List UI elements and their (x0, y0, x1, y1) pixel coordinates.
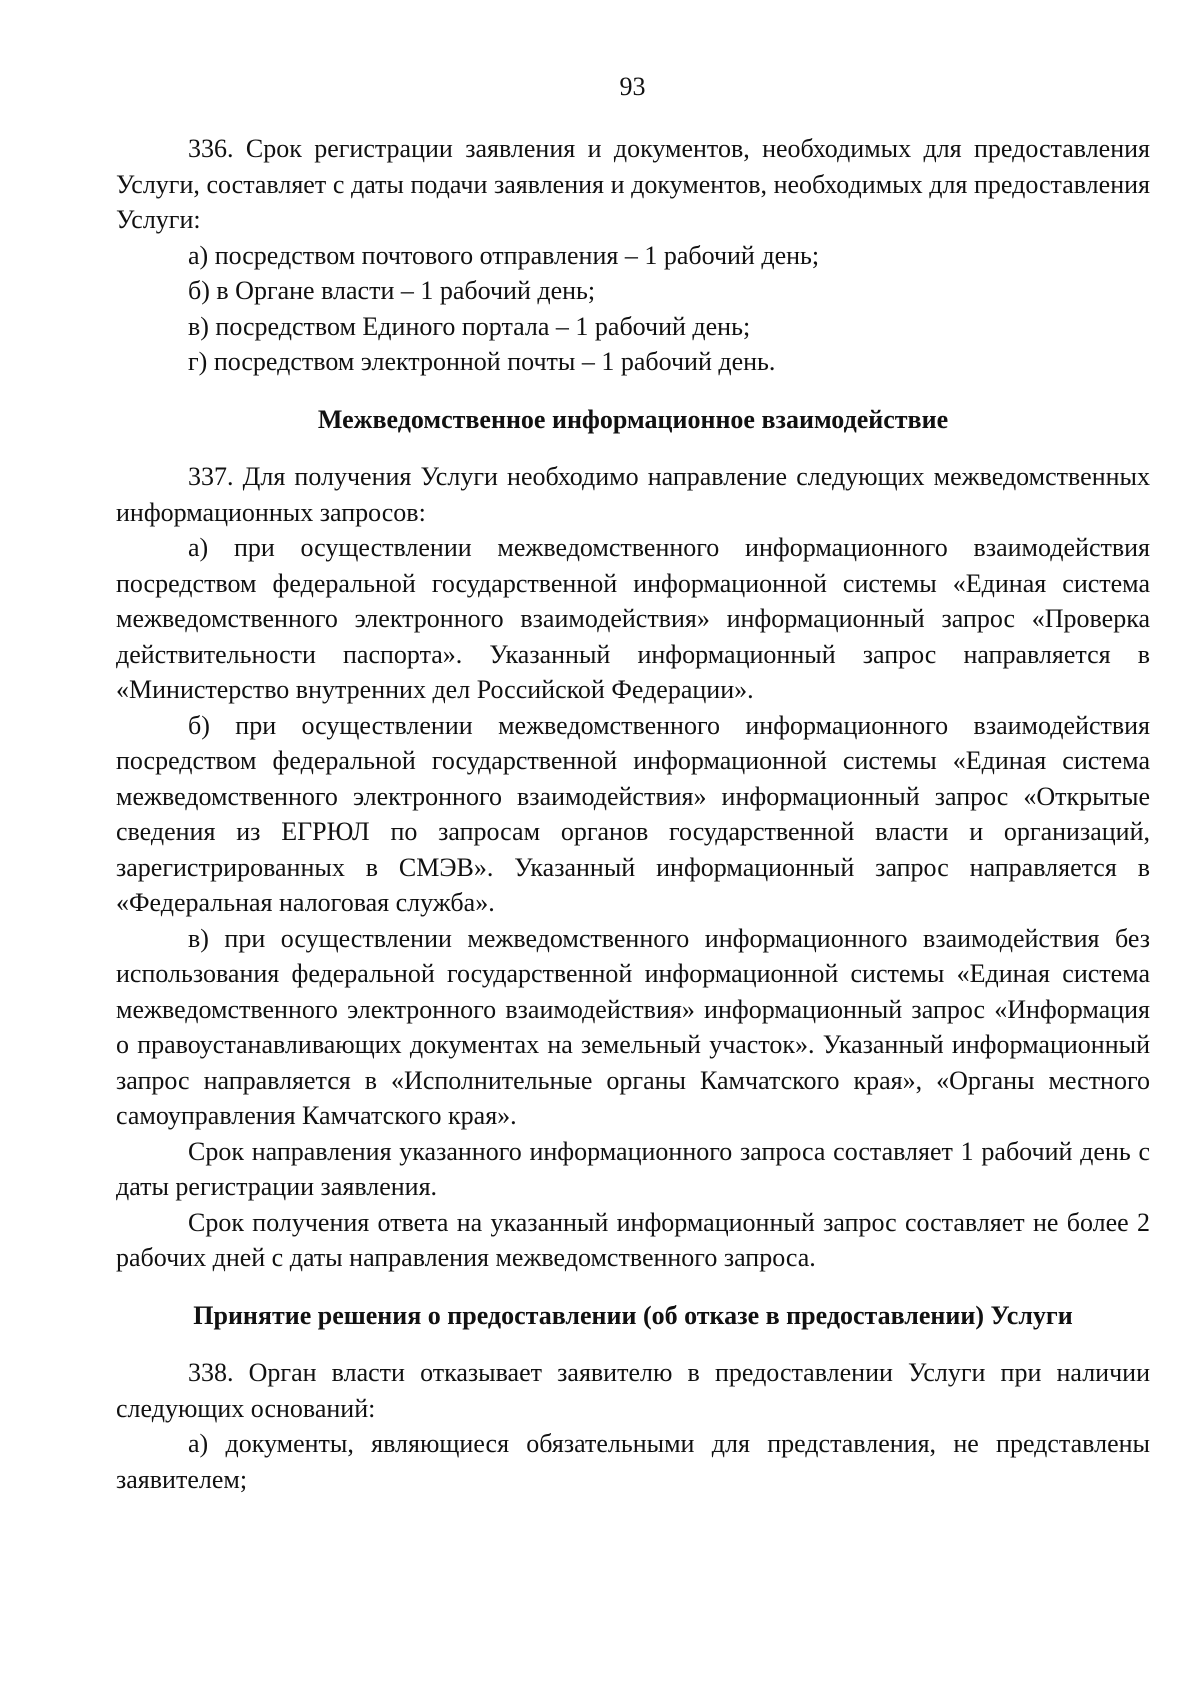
list-item-b: б) при осуществлении межведомственного информационного взаимодействия посредством федеральной государственной информационной системы «Единая система межведомственного электронного взаимодействия» информационный запрос «Открытые сведения из ЕГРЮЛ по запросам органов государственной власти и организаций, зарегистрированных в СМЭВ». Указанный информационный запрос направляется в «Федеральная налоговая служба». (116, 710, 1150, 917)
document-body (116, 131, 1150, 1497)
spacer (116, 380, 1150, 402)
list-item: в) посредством Единого портала – 1 рабочий день; (188, 311, 751, 341)
page-number: 93 (619, 72, 646, 101)
section-heading-decision: Принятие решения о предоставлении (об отказе в предоставлении) Услуги (193, 1300, 1073, 1330)
spacer (116, 437, 1150, 459)
spacer (116, 1333, 1150, 1355)
paragraph-337: 337. Для получения Услуги необходимо направление следующих межведомственных информационных запросов: (116, 462, 1150, 527)
paragraph-338: 338. Орган власти отказывает заявителю в предоставлении Услуги при наличии следующих оснований: (116, 1358, 1150, 1423)
paragraph-term-send: Срок направления указанного информационного запроса составляет 1 рабочий день с даты регистрации заявления. (116, 1136, 1150, 1201)
list-item: г) посредством электронной почты – 1 рабочий день. (188, 347, 776, 376)
paragraph-336: 336. Срок регистрации заявления и документов, необходимых для предоставления Услуги, составляет с даты подачи заявления и документов, необходимых для предоставления Услуги: (116, 134, 1150, 234)
list-item-a: а) документы, являющиеся обязательными для представления, не представлены заявителем; (116, 1429, 1150, 1494)
list-item-a: а) при осуществлении межведомственного информационного взаимодействия посредством федеральной государственной информационной системы «Единая система межведомственного электронного взаимодействия» информационный запрос «Проверка действительности паспорта». Указанный информационный запрос направляется в «Министерство внутренних дел Российской Федерации». (116, 533, 1150, 704)
list-item-c: в) при осуществлении межведомственного информационного взаимодействия без использования федеральной государственной информационной системы «Единая система межведомственного электронного взаимодействия» информационный запрос «Информация о правоустанавливающих документах на земельный участок». Указанный информационный запрос направляется в «Исполнительные органы Камчатского края», «Органы местного самоуправления Камчатского края». (116, 923, 1150, 1130)
section-heading-interagency: Межведомственное информационное взаимодействие (317, 404, 949, 434)
spacer (116, 1276, 1150, 1298)
paragraph-term-receive: Срок получения ответа на указанный информационный запрос составляет не более 2 рабочих дней с даты направления межведомственного запроса. (116, 1207, 1150, 1272)
list-item: б) в Органе власти – 1 рабочий день; (188, 276, 596, 305)
list-item: а) посредством почтового отправления – 1 рабочий день; (188, 240, 820, 270)
